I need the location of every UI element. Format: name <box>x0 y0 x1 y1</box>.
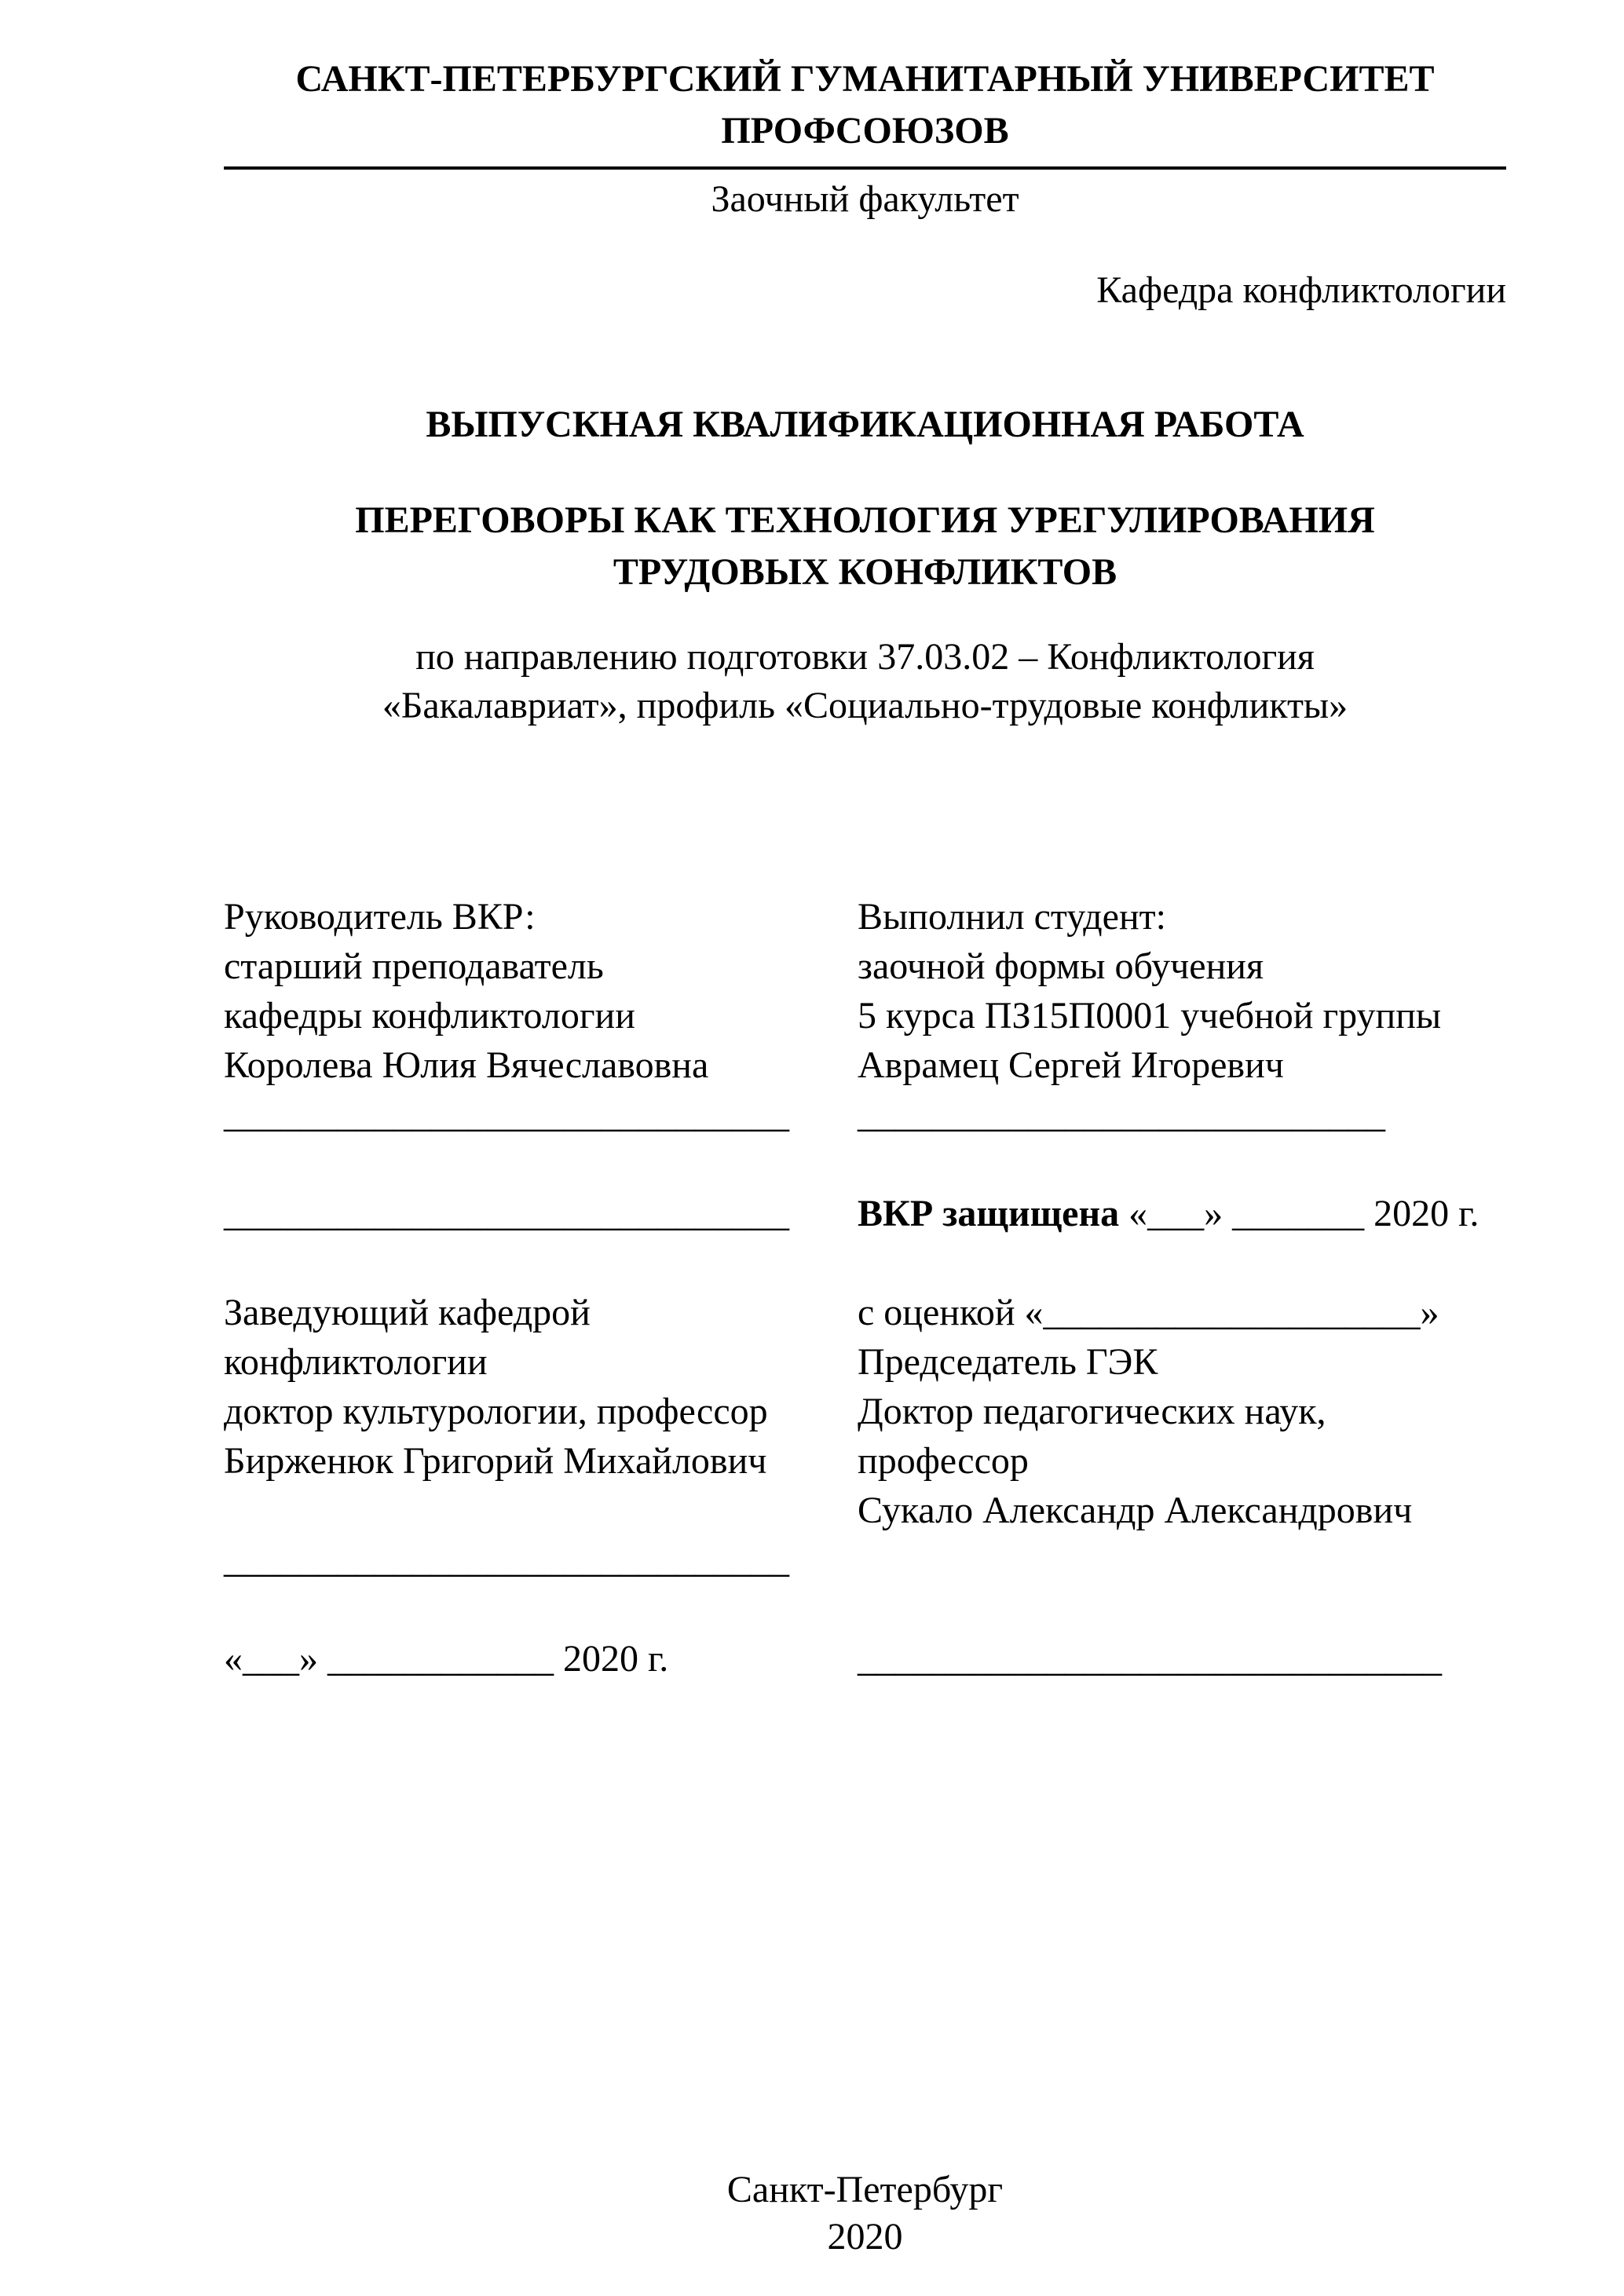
supervisor-position-line1: старший преподаватель <box>224 945 604 987</box>
supervisor-heading: Руководитель ВКР: <box>224 896 536 938</box>
student-study-form: заочной формы обучения <box>858 945 1264 987</box>
gek-chair-degree-line2: профессор <box>858 1440 1029 1482</box>
program-profile: «Бакалавриат», профиль «Социально-трудовые конфликты» <box>382 685 1348 726</box>
signature-columns <box>224 892 1506 1684</box>
spacer-line <box>224 1139 858 1189</box>
faculty-name: Заочный факультет <box>711 178 1019 220</box>
university-name-line1: САНКТ-ПЕТЕРБУРГСКИЙ ГУМАНИТАРНЫЙ УНИВЕРСИТЕТ <box>295 58 1435 100</box>
program-info <box>224 633 1506 730</box>
footer-block <box>224 2166 1506 2261</box>
student-column <box>858 892 1506 1684</box>
gek-chair-name: Сукало Александр Александрович <box>858 1490 1413 1531</box>
dept-head-title-line1: Заведующий кафедрой <box>224 1292 591 1333</box>
spacer-line <box>858 1238 1506 1288</box>
work-type-heading: ВЫПУСКНАЯ КВАЛИФИКАЦИОННАЯ РАБОТА <box>426 404 1304 445</box>
footer-year: 2020 <box>827 2216 903 2258</box>
supervisor-signature-line: ______________________________ <box>224 1094 789 1135</box>
spacer-line <box>858 1585 1506 1634</box>
defense-date-label: ВКР защищена <box>858 1193 1120 1234</box>
signature-date-line: «___» ____________ 2020 г. <box>224 1638 669 1680</box>
supervisor-name: Королева Юлия Вячеславовна <box>224 1044 709 1086</box>
student-group: 5 курса ПЗ15П0001 учебной группы <box>858 995 1442 1036</box>
grade-line: с оценкой «____________________» <box>858 1292 1439 1333</box>
spacer-line <box>858 1535 1506 1585</box>
spacer-line <box>858 1139 1506 1189</box>
gek-chair-degree-line1: Доктор педагогических наук, <box>858 1391 1326 1432</box>
spacer-line <box>224 1585 858 1634</box>
thesis-title-line1: ПЕРЕГОВОРЫ КАК ТЕХНОЛОГИЯ УРЕГУЛИРОВАНИЯ <box>355 499 1375 541</box>
gek-chair-heading: Председатель ГЭК <box>858 1341 1158 1383</box>
supervisor-column <box>224 892 858 1684</box>
dept-head-title-line2: конфликтологии <box>224 1341 488 1383</box>
thesis-title-line2: ТРУДОВЫХ КОНФЛИКТОВ <box>613 551 1117 593</box>
extra-signature-line: ______________________________ <box>224 1193 789 1234</box>
student-heading: Выполнил студент: <box>858 896 1166 938</box>
dept-head-degree: доктор культурологии, профессор <box>224 1391 768 1432</box>
thesis-title <box>224 495 1506 598</box>
student-name: Аврамец Сергей Игоревич <box>858 1044 1284 1086</box>
spacer-line <box>224 1486 858 1535</box>
university-name-line2: ПРОФСОЮЗОВ <box>721 110 1009 152</box>
university-header <box>224 53 1506 170</box>
student-signature-line: ____________________________ <box>858 1094 1385 1135</box>
dept-head-signature-line: ______________________________ <box>224 1539 789 1581</box>
defense-date-line <box>858 1189 1506 1238</box>
footer-city: Санкт-Петербург <box>726 2169 1004 2210</box>
spacer-line <box>224 1238 858 1288</box>
gek-chair-signature-line: _______________________________ <box>858 1638 1442 1680</box>
dept-head-name: Бирженюк Григорий Михайлович <box>224 1440 767 1482</box>
department-name: Кафедра конфликтологии <box>1096 269 1506 311</box>
defense-date-value: «___» _______ 2020 г. <box>1119 1193 1480 1234</box>
program-direction: по направлению подготовки 37.03.02 – Конфликтология <box>415 636 1315 678</box>
supervisor-position-line2: кафедры конфликтологии <box>224 995 635 1036</box>
